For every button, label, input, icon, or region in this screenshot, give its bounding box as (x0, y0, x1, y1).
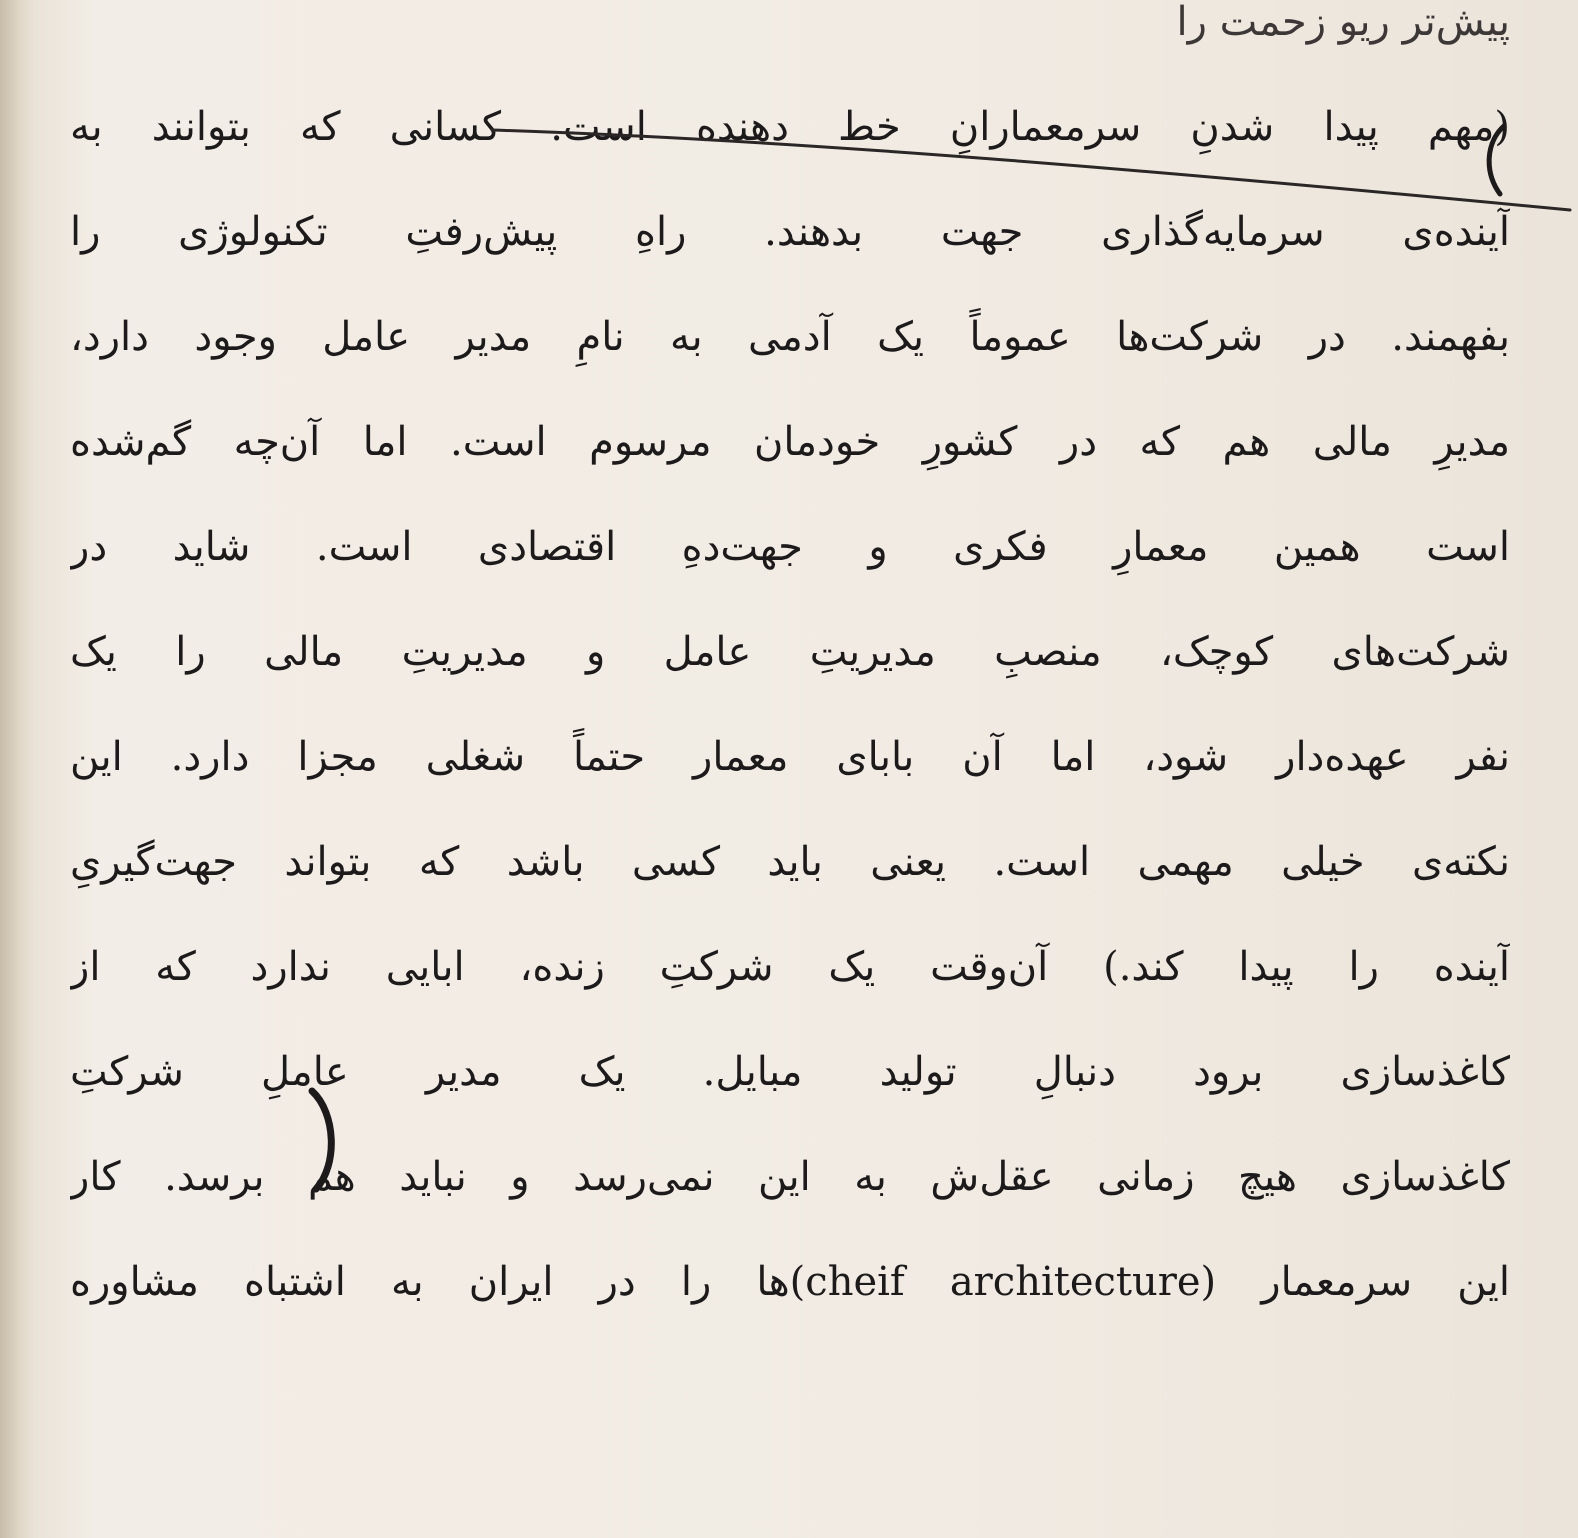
text-line: آینده را پیدا کند.) آن‌وقت یک شرکتِ زنده، ابایی ندارد که از (70, 944, 1510, 990)
text-line: آینده‌ی سرمایه‌گذاری جهت بدهند. راهِ پیش‌رفتِ تکنولوژی را (70, 209, 1510, 255)
text-line: این سرمعمار (cheif architecture)ها را در ایران به اشتباه مشاوره (70, 1259, 1510, 1305)
text-line: است همین معمارِ فکری و جهت‌دهِ اقتصادی است. شاید در (70, 524, 1510, 570)
text-line: پیش‌تر ریو زحمت را (1176, 0, 1510, 45)
page-spine-shadow (0, 0, 34, 1538)
body-text (70, 0, 1510, 1335)
text-line: نفر عهده‌دار شود، اما آن بابای معمار حتماً شغلی مجزا دارد. این (70, 734, 1510, 780)
text-line: شرکت‌های کوچک، منصبِ مدیریتِ عامل و مدیریتِ مالی را یک (70, 629, 1510, 675)
text-line: مدیرِ مالی هم که در کشورِ خودمان مرسوم است. اما آن‌چه گم‌شده (70, 419, 1510, 465)
text-line: بفهمند. در شرکت‌ها عموماً یک آدمی به نامِ مدیر عامل وجود دارد، (70, 314, 1510, 360)
text-line: کاغذسازی برود دنبالِ تولید مبایل. یک مدیر عاملِ شرکتِ (70, 1049, 1510, 1095)
text-line: (مهم پیدا شدنِ سرمعمارانِ خط دهنده است. کسانی که بتوانند به (70, 104, 1510, 150)
text-line: کاغذسازی هیچ زمانی عقل‌ش به این نمی‌رسد و نباید هم برسد. کار (70, 1154, 1510, 1200)
text-line: نکته‌ی خیلی مهمی است. یعنی باید کسی باشد که بتواند جهت‌گیریِ (70, 839, 1510, 885)
